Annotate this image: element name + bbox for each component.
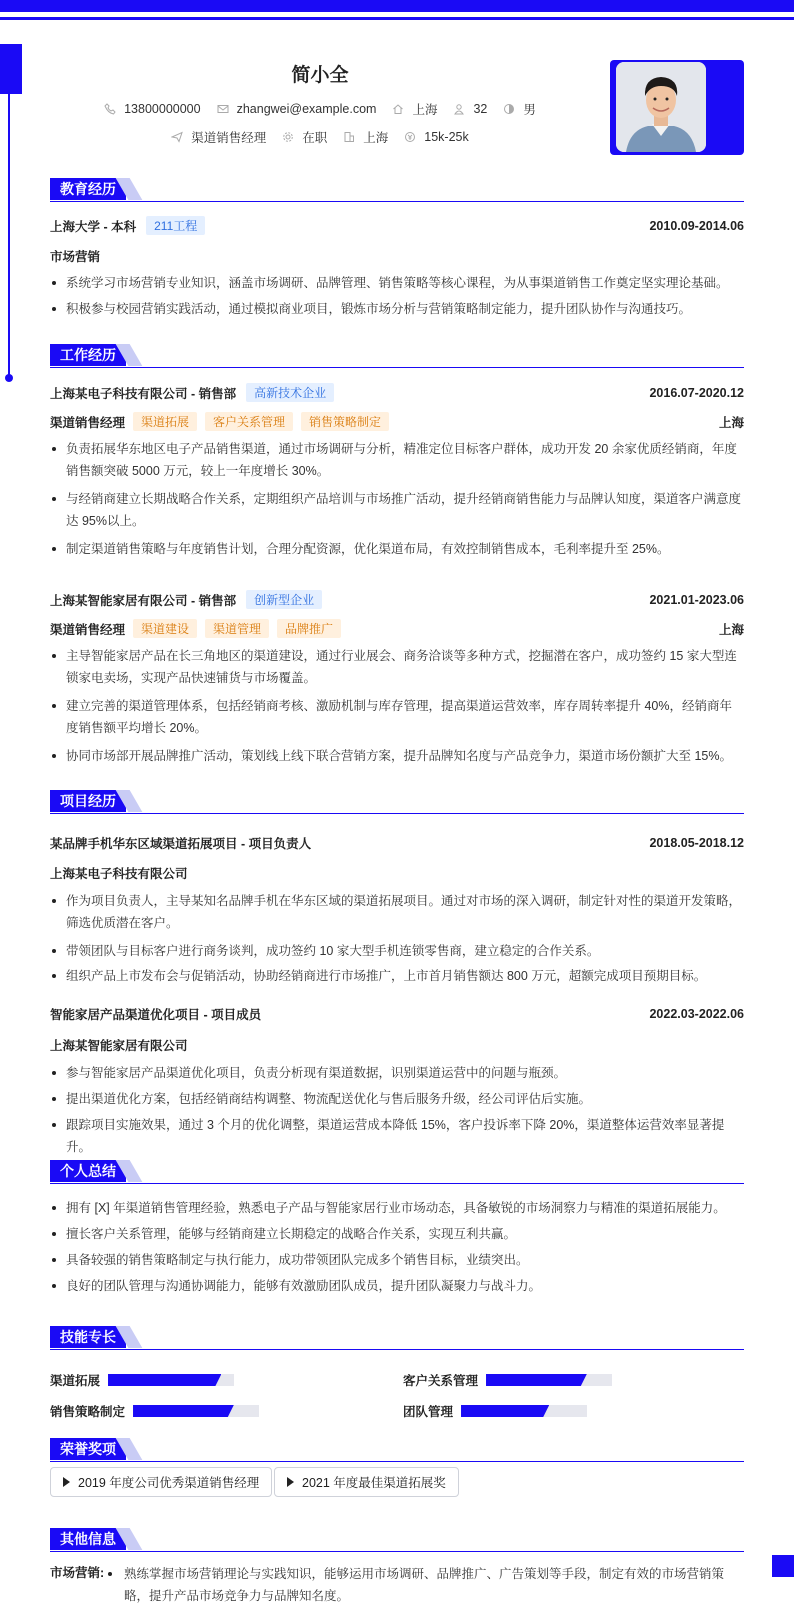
list-item: 良好的团队管理与沟通协调能力，能够有效激励团队成员，提升团队凝聚力与战斗力。: [50, 1275, 744, 1297]
list-item: 具备较强的销售策略制定与执行能力，成功带领团队完成多个销售目标，业绩突出。: [50, 1249, 744, 1271]
list-item: 擅长客户关系管理，能够与经销商建立长期稳定的战略合作关系，实现互利共赢。: [50, 1223, 744, 1245]
job-intent-row: [0, 128, 640, 146]
section-rule: [50, 1551, 744, 1552]
play-triangle-icon: [63, 1477, 70, 1487]
status-text: 在职: [302, 131, 328, 145]
list-item: 主导智能家居产品在长三角地区的渠道建设，通过行业展会、商务洽谈等多种方式，挖掘潜在客户，成功签约 15 家大型连锁家电卖场，实现产品快速铺货与市场覆盖。: [50, 645, 744, 689]
skill-name: 团队管理: [403, 1405, 454, 1419]
skill-chip: 渠道建设: [133, 619, 197, 638]
building-icon: [343, 131, 355, 143]
user-icon: [453, 103, 465, 115]
award-item: [274, 1467, 459, 1497]
contact-row: [0, 100, 640, 118]
section-projects-title: 项目经历: [50, 790, 126, 812]
list-item: 提出渠道优化方案，包括经销商结构调整、物流配送优化与售后服务升级，经公司评估后实施。: [50, 1088, 744, 1110]
photo-frame: [610, 60, 744, 155]
company-tag: 高新技术企业: [246, 383, 334, 402]
project-company-row: [50, 864, 744, 882]
phone-icon: [104, 103, 116, 115]
plane-icon: [171, 131, 183, 143]
salary-text: 15k-25k: [424, 130, 469, 144]
skill-chip: 渠道管理: [205, 619, 269, 638]
list-item: 组织产品上市发布会与促销活动，协助经销商进行市场推广，上市首月销售额达 800 万元，超额完成项目预期目标。: [50, 965, 744, 987]
section-education: [50, 178, 744, 204]
section-other-title: 其他信息: [50, 1528, 126, 1550]
position-text: 渠道销售经理: [191, 131, 267, 145]
skill-bar-track: [486, 1374, 612, 1386]
skill-bar-track: [133, 1405, 259, 1417]
project-company: 上海某智能家居有限公司: [50, 1039, 188, 1053]
position-item: [171, 128, 266, 146]
section-education-title: 教育经历: [50, 178, 126, 200]
other-text: 熟练掌握市场营销理论与实践知识，能够运用市场调研、品牌推广、广告策划等手段，制定有效的市场营销策略，提升产品市场竞争力与品牌知名度。: [124, 1567, 725, 1603]
gender-item: [503, 100, 536, 118]
list-item: 参与智能家居产品渠道优化项目，负责分析现有渠道数据，识别渠道运营中的问题与瓶颈。: [50, 1062, 744, 1084]
major-name: 市场营销: [50, 250, 101, 264]
other-bullet-dot: [108, 1572, 112, 1576]
section-skills-title: 技能专长: [50, 1326, 126, 1348]
section-rule: [50, 813, 744, 814]
city-text: 上海: [412, 103, 438, 117]
skill-bar-fill: [108, 1374, 221, 1386]
other-label: 市场营销:: [50, 1566, 105, 1580]
list-item: 与经销商建立长期战略合作关系，定期组织产品培训与市场推广活动，提升经销商销售能力与品牌认知度，渠道客户满意度达 95%以上。: [50, 488, 744, 532]
work-location: 上海: [718, 415, 744, 430]
project-header-row: [50, 834, 744, 852]
skill-bar-track: [461, 1405, 587, 1417]
home-icon: [392, 103, 404, 115]
email-text: zhangwei@example.com: [236, 102, 377, 116]
avatar: [616, 62, 706, 152]
list-item: 带领团队与目标客户进行商务谈判，成功签约 10 家大型手机连锁零售商，建立稳定的合作关系。: [50, 940, 744, 962]
list-item: 制定渠道销售策略与年度销售计划，合理分配资源，优化渠道布局，有效控制销售成本，毛利率提升至 25%。: [50, 538, 744, 560]
play-triangle-icon: [287, 1477, 294, 1487]
section-summary-title: 个人总结: [50, 1160, 126, 1182]
award-text: 2019 年度公司优秀渠道销售经理: [78, 1476, 260, 1490]
project-title: 某品牌手机华东区域渠道拓展项目 - 项目负责人: [50, 837, 312, 851]
section-rule: [50, 1349, 744, 1350]
status-item: [282, 128, 327, 146]
section-awards: [50, 1438, 744, 1464]
list-item: 作为项目负责人，主导某知名品牌手机在华东区域的渠道拓展项目。通过对市场的深入调研，制定针对性的渠道开发策略，筛选优质潜在客户。: [50, 890, 744, 934]
project-title: 智能家居产品渠道优化项目 - 项目成员: [50, 1008, 262, 1022]
school-name: 上海大学 - 本科: [50, 219, 137, 234]
skill-name: 渠道拓展: [50, 1374, 101, 1388]
mail-icon: [217, 103, 229, 115]
list-item: 跟踪项目实施效果，通过 3 个月的优化调整，渠道运营成本降低 15%，客户投诉率下降 20%，渠道整体运营效率显著提升。: [50, 1114, 744, 1158]
section-rule: [50, 1461, 744, 1462]
list-item: 积极参与校园营销实践活动，通过模拟商业项目，锻炼市场分析与营销策略制定能力，提升团队协作与沟通技巧。: [50, 298, 744, 320]
left-accent-dot: [5, 374, 13, 382]
school-tag: 211工程: [146, 216, 205, 235]
skill-bar-fill: [461, 1405, 549, 1417]
age-item: [453, 102, 487, 116]
skill-chip: 客户关系管理: [205, 412, 293, 431]
project-company-row: [50, 1036, 744, 1054]
skill-chip: 渠道拓展: [133, 412, 197, 431]
salary-item: [404, 130, 468, 144]
section-rule: [50, 1183, 744, 1184]
gender-icon: [503, 103, 515, 115]
top-accent-line: [0, 17, 794, 20]
project-company: 上海某电子科技有限公司: [50, 867, 188, 881]
role-name: 渠道销售经理: [50, 622, 126, 637]
phone-text: 13800000000: [124, 102, 201, 116]
list-item: 系统学习市场营销专业知识，涵盖市场调研、品牌管理、销售策略等核心课程，为从事渠道销售工作奠定坚实理论基础。: [50, 272, 744, 294]
skill-name: 销售策略制定: [50, 1405, 126, 1419]
target-city-item: [343, 128, 388, 146]
company-name: 上海某智能家居有限公司 - 销售部: [50, 593, 237, 608]
right-accent-block: [772, 1555, 794, 1577]
work-location: 上海: [718, 622, 744, 637]
section-work-title: 工作经历: [50, 344, 126, 366]
gear-icon: [282, 131, 294, 143]
project-date: 2022.03-2022.06: [649, 1007, 744, 1021]
section-awards-title: 荣誉奖项: [50, 1438, 126, 1460]
list-item: 协同市场部开展品牌推广活动，策划线上线下联合营销方案，提升品牌知名度与产品竞争力，渠道市场份额扩大至 15%。: [50, 745, 744, 767]
list-item: 建立完善的渠道管理体系，包括经销商考核、激励机制与库存管理，提高渠道运营效率，库存周转率提升 40%，经销商年度销售额平均增长 20%。: [50, 695, 744, 739]
section-rule: [50, 367, 744, 368]
top-accent-band: [0, 0, 794, 12]
skill-item: [403, 1371, 612, 1389]
phone-item: [104, 102, 200, 116]
skill-item: [403, 1402, 587, 1420]
money-icon: [404, 131, 416, 143]
list-item: 拥有 [X] 年渠道销售管理经验，熟悉电子产品与智能家居行业市场动态，具备敏锐的市场洞察力与精准的渠道拓展能力。: [50, 1197, 744, 1219]
education-header-row: [50, 216, 744, 235]
education-major-row: [50, 247, 744, 265]
company-tag: 创新型企业: [246, 590, 322, 609]
skill-chip: 销售策略制定: [301, 412, 389, 431]
candidate-name: 简小全: [291, 65, 349, 86]
section-summary: [50, 1160, 744, 1186]
section-work: [50, 344, 744, 370]
section-projects: [50, 790, 744, 816]
city-item: [392, 100, 437, 118]
skill-chip: 品牌推广: [277, 619, 341, 638]
target-city-text: 上海: [363, 131, 389, 145]
skill-bar-fill: [133, 1405, 234, 1417]
role-name: 渠道销售经理: [50, 415, 126, 430]
education-date: 2010.09-2014.06: [649, 218, 744, 233]
section-skills: [50, 1326, 744, 1352]
skill-bar-fill: [486, 1374, 587, 1386]
work-date: 2021.01-2023.06: [649, 592, 744, 607]
company-name: 上海某电子科技有限公司 - 销售部: [50, 386, 237, 401]
list-item: 负责拓展华东地区电子产品销售渠道，通过市场调研与分析，精准定位目标客户群体，成功开发 20 余家优质经销商，年度销售额突破 5000 万元，较上一年度增长 30%。: [50, 438, 744, 482]
gender-text: 男: [523, 103, 536, 117]
email-item: [217, 102, 377, 116]
work-role-row: [50, 619, 744, 638]
skill-bar-track: [108, 1374, 234, 1386]
work-role-row: [50, 412, 744, 431]
award-text: 2021 年度最佳渠道拓展奖: [302, 1476, 446, 1490]
skill-name: 客户关系管理: [403, 1374, 479, 1388]
project-date: 2018.05-2018.12: [649, 836, 744, 850]
section-other: [50, 1528, 744, 1554]
work-date: 2016.07-2020.12: [649, 385, 744, 400]
work-header-row: [50, 590, 744, 609]
age-text: 32: [473, 102, 488, 116]
section-rule: [50, 201, 744, 202]
project-header-row: [50, 1005, 744, 1023]
award-item: [50, 1467, 272, 1497]
skill-item: [50, 1371, 234, 1389]
work-header-row: [50, 383, 744, 402]
skill-item: [50, 1402, 259, 1420]
